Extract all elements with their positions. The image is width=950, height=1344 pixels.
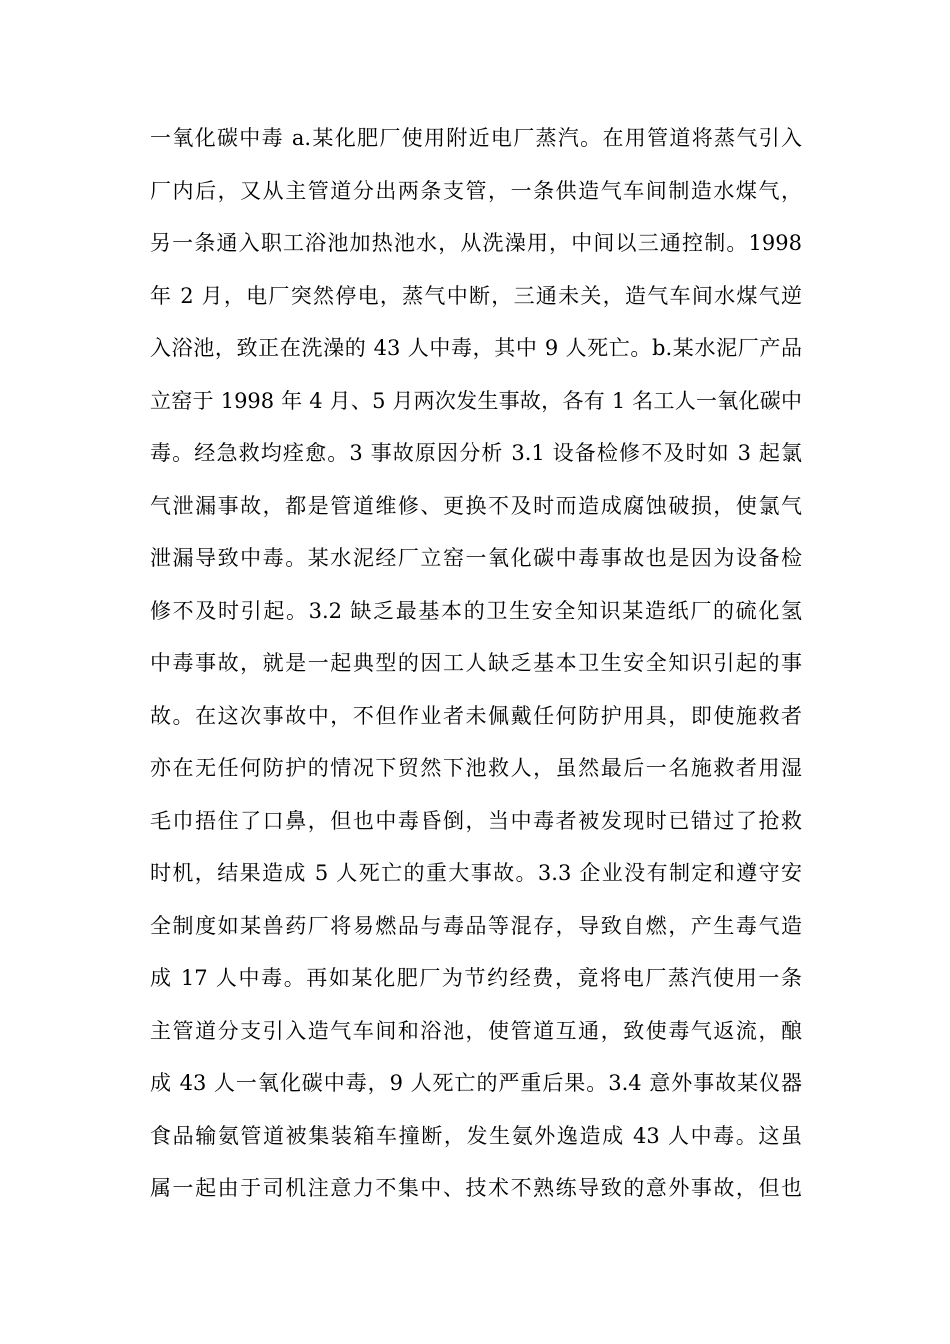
text-line: 气泄漏事故，都是管道维修、更换不及时而造成腐蚀破损，使氯气 [150, 493, 802, 518]
text-line: 年 2 月，电厂突然停电，蒸气中断，三通未关，造气车间水煤气逆 [150, 283, 802, 308]
text-line: 属一起由于司机注意力不集中、技术不熟练导致的意外事故，但也 [150, 1176, 802, 1200]
text-line: 修不及时引起。3.2 缺乏最基本的卫生安全知识某造纸厂的硫化氢 [150, 598, 802, 623]
text-line: 一氧化碳中毒 a.某化肥厂使用附近电厂蒸汽。在用管道将蒸气引入 [150, 126, 802, 150]
text-line: 全制度如某兽药厂将易燃品与毒品等混存，导致自燃，产生毒气造 [150, 913, 802, 938]
text-line: 毒。经急救均痊愈。3 事故原因分析 3.1 设备检修不及时如 3 起氯 [150, 441, 802, 465]
text-line: 时机，结果造成 5 人死亡的重大事故。3.3 企业没有制定和遵守安 [150, 861, 802, 885]
text-line: 成 43 人一氧化碳中毒，9 人死亡的严重后果。3.4 意外事故某仪器 [150, 1071, 802, 1095]
text-line: 另一条通入职工浴池加热池水，从洗澡用，中间以三通控制。1998 [150, 231, 802, 255]
text-line: 成 17 人中毒。再如某化肥厂为节约经费，竟将电厂蒸汽使用一条 [150, 966, 802, 990]
text-line: 亦在无任何防护的情况下贸然下池救人，虽然最后一名施救者用湿 [150, 756, 802, 780]
body-paragraph [150, 118, 802, 1221]
text-line: 故。在这次事故中，不但作业者未佩戴任何防护用具，即使施救者 [150, 703, 802, 728]
text-line: 立窑于 1998 年 4 月、5 月两次发生事故，各有 1 名工人一氧化碳中 [150, 388, 802, 413]
text-line: 厂内后，又从主管道分出两条支管，一条供造气车间制造水煤气， [150, 178, 802, 203]
text-line: 毛巾捂住了口鼻，但也中毒昏倒，当中毒者被发现时已错过了抢救 [150, 808, 802, 833]
text-line: 泄漏导致中毒。某水泥经厂立窑一氧化碳中毒事故也是因为设备检 [150, 546, 802, 570]
text-line: 中毒事故，就是一起典型的因工人缺乏基本卫生安全知识引起的事 [150, 651, 802, 675]
text-line: 入浴池，致正在洗澡的 43 人中毒，其中 9 人死亡。b.某水泥厂产品 [150, 336, 802, 360]
text-line: 食品输氨管道被集装箱车撞断，发生氨外逸造成 43 人中毒。这虽 [150, 1123, 802, 1148]
text-line: 主管道分支引入造气车间和浴池，使管道互通，致使毒气返流，酿 [150, 1018, 802, 1043]
